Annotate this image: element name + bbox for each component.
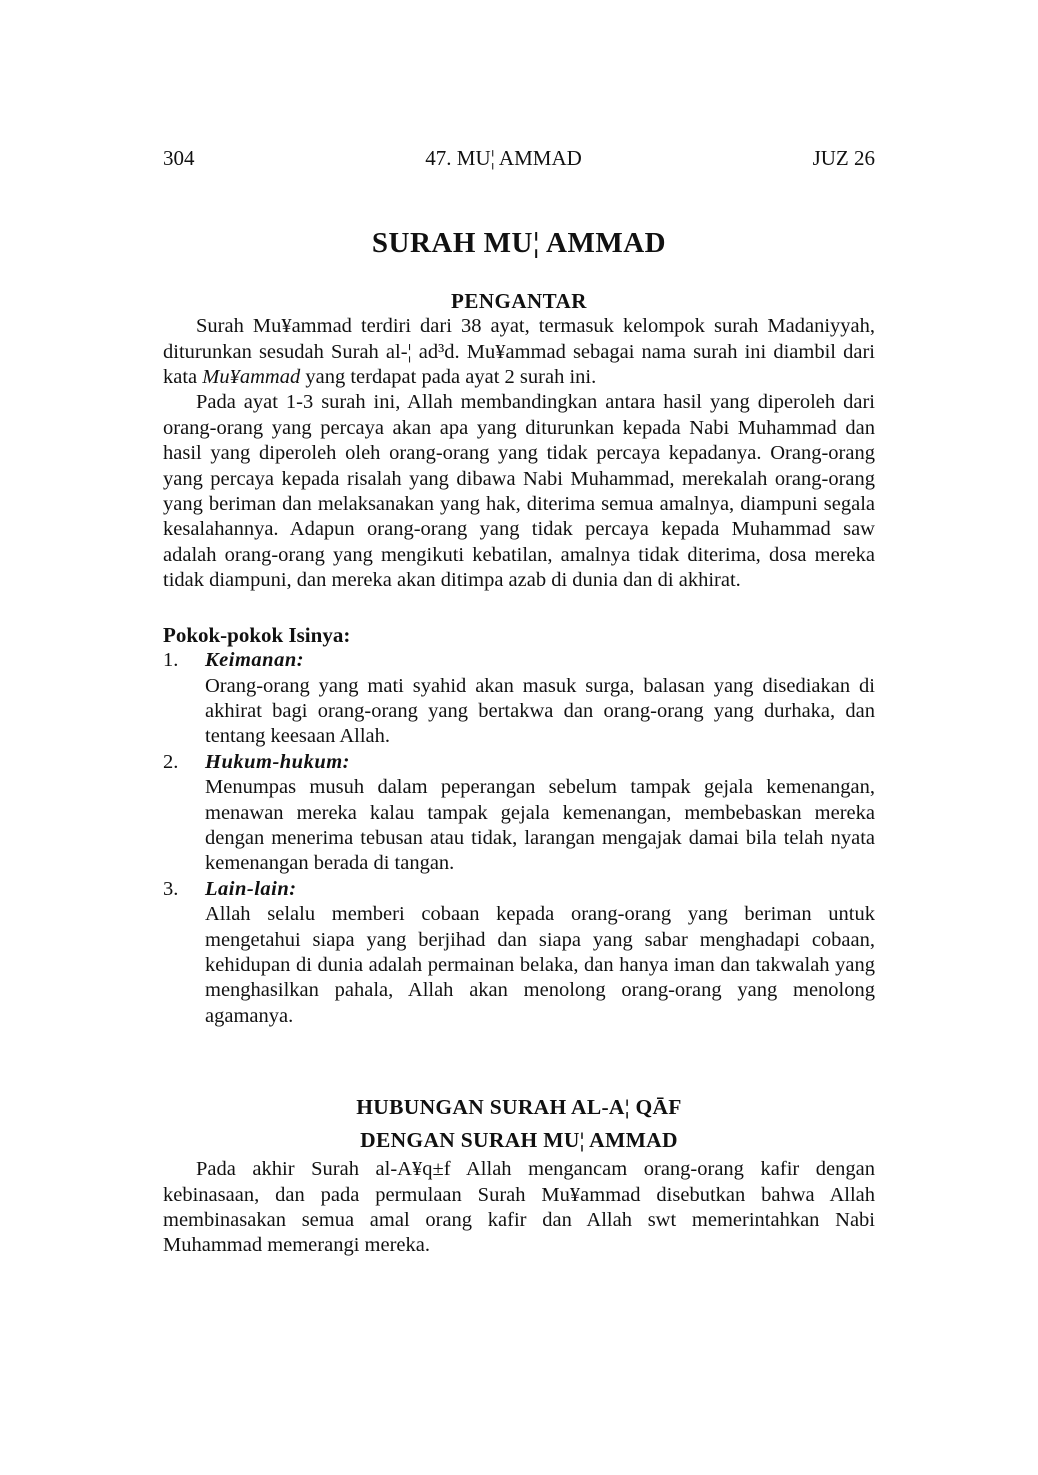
pengantar-paragraph-1: [163, 314, 875, 390]
list-item: [163, 750, 875, 877]
page-number: 304: [163, 146, 195, 170]
list-item-title: Hukum-hukum:: [205, 750, 350, 773]
hubungan-paragraph: Pada akhir Surah al-A¥q±f Allah mengancam orang-orang kafir dengan kebinasaan, dan pada permulaan Surah Mu¥ammad disebutkan bahwa Allah membinasakan semua amal orang kafir dan Allah swt memerintahkan Nabi Muhammad memerangi mereka.: [163, 1158, 875, 1257]
hubungan-heading-line2: DENGAN SURAH MU¦ AMMAD: [360, 1128, 678, 1153]
list-item: [163, 648, 875, 750]
italic-term: Mu¥ammad: [202, 366, 301, 389]
running-title: 47. MU¦ AMMAD: [425, 146, 582, 170]
paragraph-text: yang terdapat pada ayat 2 surah ini.: [300, 366, 597, 389]
juz-label: JUZ 26: [812, 146, 875, 170]
list-item-number: 2.: [163, 750, 179, 773]
list-item-number: 1.: [163, 649, 179, 672]
pengantar-heading: PENGANTAR: [451, 288, 587, 313]
list-item-title: Lain-lain:: [205, 877, 297, 900]
list-item-body: Allah selalu memberi cobaan kepada orang-orang yang beriman untuk mengetahui siapa yang berjihad dan siapa yang sabar menghadapi cobaan, kehidupan di dunia adalah permainan belaka, dan hanya iman dan takwalah yang menghasilkan pahala, Allah akan menolong orang-orang yang menolong agamanya.: [205, 903, 875, 1027]
list-item-body: Orang-orang yang mati syahid akan masuk surga, balasan yang disediakan di akhirat bagi orang-orang yang bertakwa dan orang-orang yang durhaka, dan tentang keesaan Allah.: [205, 674, 875, 748]
paragraph-text: Surah Mu¥ammad terdiri dari 38 ayat, termasuk kelompok surah Madaniyyah, diturunkan sesudah Surah al-¦ ad³d. Mu¥ammad sebagai nama surah ini diambil dari kata: [163, 315, 875, 389]
list-item-title: Keimanan:: [205, 649, 305, 672]
surah-title: SURAH MU¦ AMMAD: [371, 227, 667, 260]
page-header: [163, 146, 875, 171]
hubungan-heading: [163, 1091, 875, 1157]
list-item-number: 3.: [163, 877, 179, 900]
pengantar-paragraph-2: Pada ayat 1-3 surah ini, Allah membandingkan antara hasil yang diperoleh dari orang-orang yang percaya akan apa yang diturunkan kepada Nabi Muhammad dan hasil yang diperoleh oleh orang-orang yang tidak percaya kepadanya. Orang-orang yang percaya kepada risalah yang dibawa Nabi Muhammad, merekalah orang-orang yang beriman dan melaksanakan yang hak, diterima semua amalnya, diampuni segala kesalahannya. Adapun orang-orang yang tidak percaya kepada Muhammad saw adalah orang-orang yang mengikuti kebatilan, amalnya tidak diterima, dosa mereka tidak diampuni, dan mereka akan ditimpa azab di dunia dan di akhirat.: [163, 391, 875, 592]
pokok-isinya-heading: Pokok-pokok Isinya:: [163, 622, 351, 647]
list-item-body: Menumpas musuh dalam peperangan sebelum tampak gejala kemenangan, menawan mereka kalau tampak gejala kemenangan, membebaskan mereka dengan menerima tebusan atau tidak, larangan mengajak damai bila telah nyata kemenangan berada di tangan.: [205, 776, 875, 875]
page-content: [163, 146, 875, 1259]
hubungan-heading-line1: HUBUNGAN SURAH AL-A¦ QĀF: [356, 1095, 682, 1120]
pokok-list: [163, 648, 875, 1029]
list-item: [163, 877, 875, 1029]
